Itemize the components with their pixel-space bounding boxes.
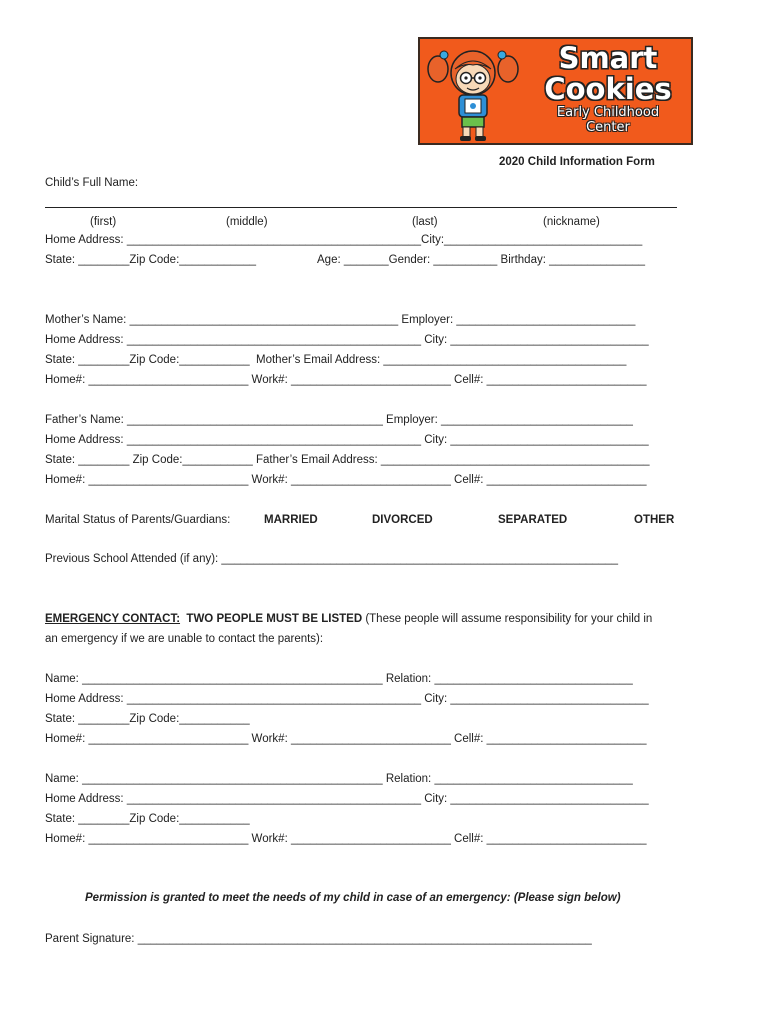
logo-line-smart: Smart [558,41,658,75]
contact2-phones-field[interactable]: Home#: _________________________ Work#: _________________________ Cell#: _________________________ [45,833,647,845]
mother-phones-field[interactable]: Home#: _________________________ Work#: _________________________ Cell#: _________________________ [45,374,647,386]
sub-last-label: (last) [412,216,438,228]
contact1-state-zip-field[interactable]: State: ________Zip Code:___________ [45,713,250,725]
logo-text [528,43,688,135]
contact1-phones-field[interactable]: Home#: _________________________ Work#: _________________________ Cell#: _________________________ [45,733,647,745]
girl-mascot-icon [422,41,532,145]
marital-option-divorced[interactable]: DIVORCED [372,514,433,526]
mother-address-field[interactable]: Home Address: ______________________________________________ City: _______________________________ [45,334,649,346]
emergency-must-list: TWO PEOPLE MUST BE LISTED [186,613,363,625]
emergency-heading-line [45,612,652,626]
emergency-contact-heading: EMERGENCY CONTACT: [45,613,181,625]
child-name-line[interactable] [45,207,677,208]
contact2-name-field[interactable]: Name: _______________________________________________ Relation: _______________________________ [45,773,633,785]
child-age-gender-birthday-field[interactable]: Age: _______Gender: __________ Birthday: _______________ [317,254,646,266]
emergency-note-continued: an emergency if we are unable to contact the parents): [45,633,324,645]
contact2-address-field[interactable]: Home Address: ______________________________________________ City: _______________________________ [45,793,649,805]
sub-first-label: (first) [90,216,117,228]
child-full-name-label: Child’s Full Name: [45,177,139,189]
logo-line-cookies: Cookies [544,72,672,106]
emergency-note: (These people will assume responsibility for your child in [362,613,653,625]
marital-status-label: Marital Status of Parents/Guardians: [45,514,231,526]
child-address-field[interactable]: Home Address: ______________________________________________City:_______________________________ [45,234,643,246]
contact2-state-zip-field[interactable]: State: ________Zip Code:___________ [45,813,250,825]
logo-line-center: Center [586,120,630,135]
marital-option-married[interactable]: MARRIED [264,514,318,526]
marital-option-separated[interactable]: SEPARATED [498,514,568,526]
contact1-address-field[interactable]: Home Address: ______________________________________________ City: _______________________________ [45,693,649,705]
smart-cookies-logo [418,37,693,145]
permission-statement: Permission is granted to meet the needs of my child in case of an emergency: (Please sign below) [85,892,621,904]
contact1-name-field[interactable]: Name: _______________________________________________ Relation: _______________________________ [45,673,633,685]
form-title: 2020 Child Information Form [499,156,655,168]
father-address-field[interactable]: Home Address: ______________________________________________ City: _______________________________ [45,434,649,446]
father-state-zip-email-field[interactable]: State: ________ Zip Code:___________ Father’s Email Address: __________________________________________ [45,454,650,466]
logo-line-early-childhood: Early Childhood [556,105,660,120]
sub-middle-label: (middle) [226,216,268,228]
marital-option-other[interactable]: OTHER [634,514,675,526]
parent-signature-field[interactable]: Parent Signature: _______________________________________________________________________ [45,933,592,945]
mother-state-zip-email-field[interactable]: State: ________Zip Code:___________ Mother’s Email Address: ______________________________________ [45,354,627,366]
mother-name-field[interactable]: Mother’s Name: __________________________________________ Employer: ____________________________ [45,314,636,326]
father-phones-field[interactable]: Home#: _________________________ Work#: _________________________ Cell#: _________________________ [45,474,647,486]
child-state-zip-field[interactable]: State: ________Zip Code:____________ [45,254,257,266]
sub-nickname-label: (nickname) [543,216,600,228]
father-name-field[interactable]: Father’s Name: ________________________________________ Employer: ______________________________ [45,414,633,426]
previous-school-field[interactable]: Previous School Attended (if any): ______________________________________________________________ [45,553,618,565]
